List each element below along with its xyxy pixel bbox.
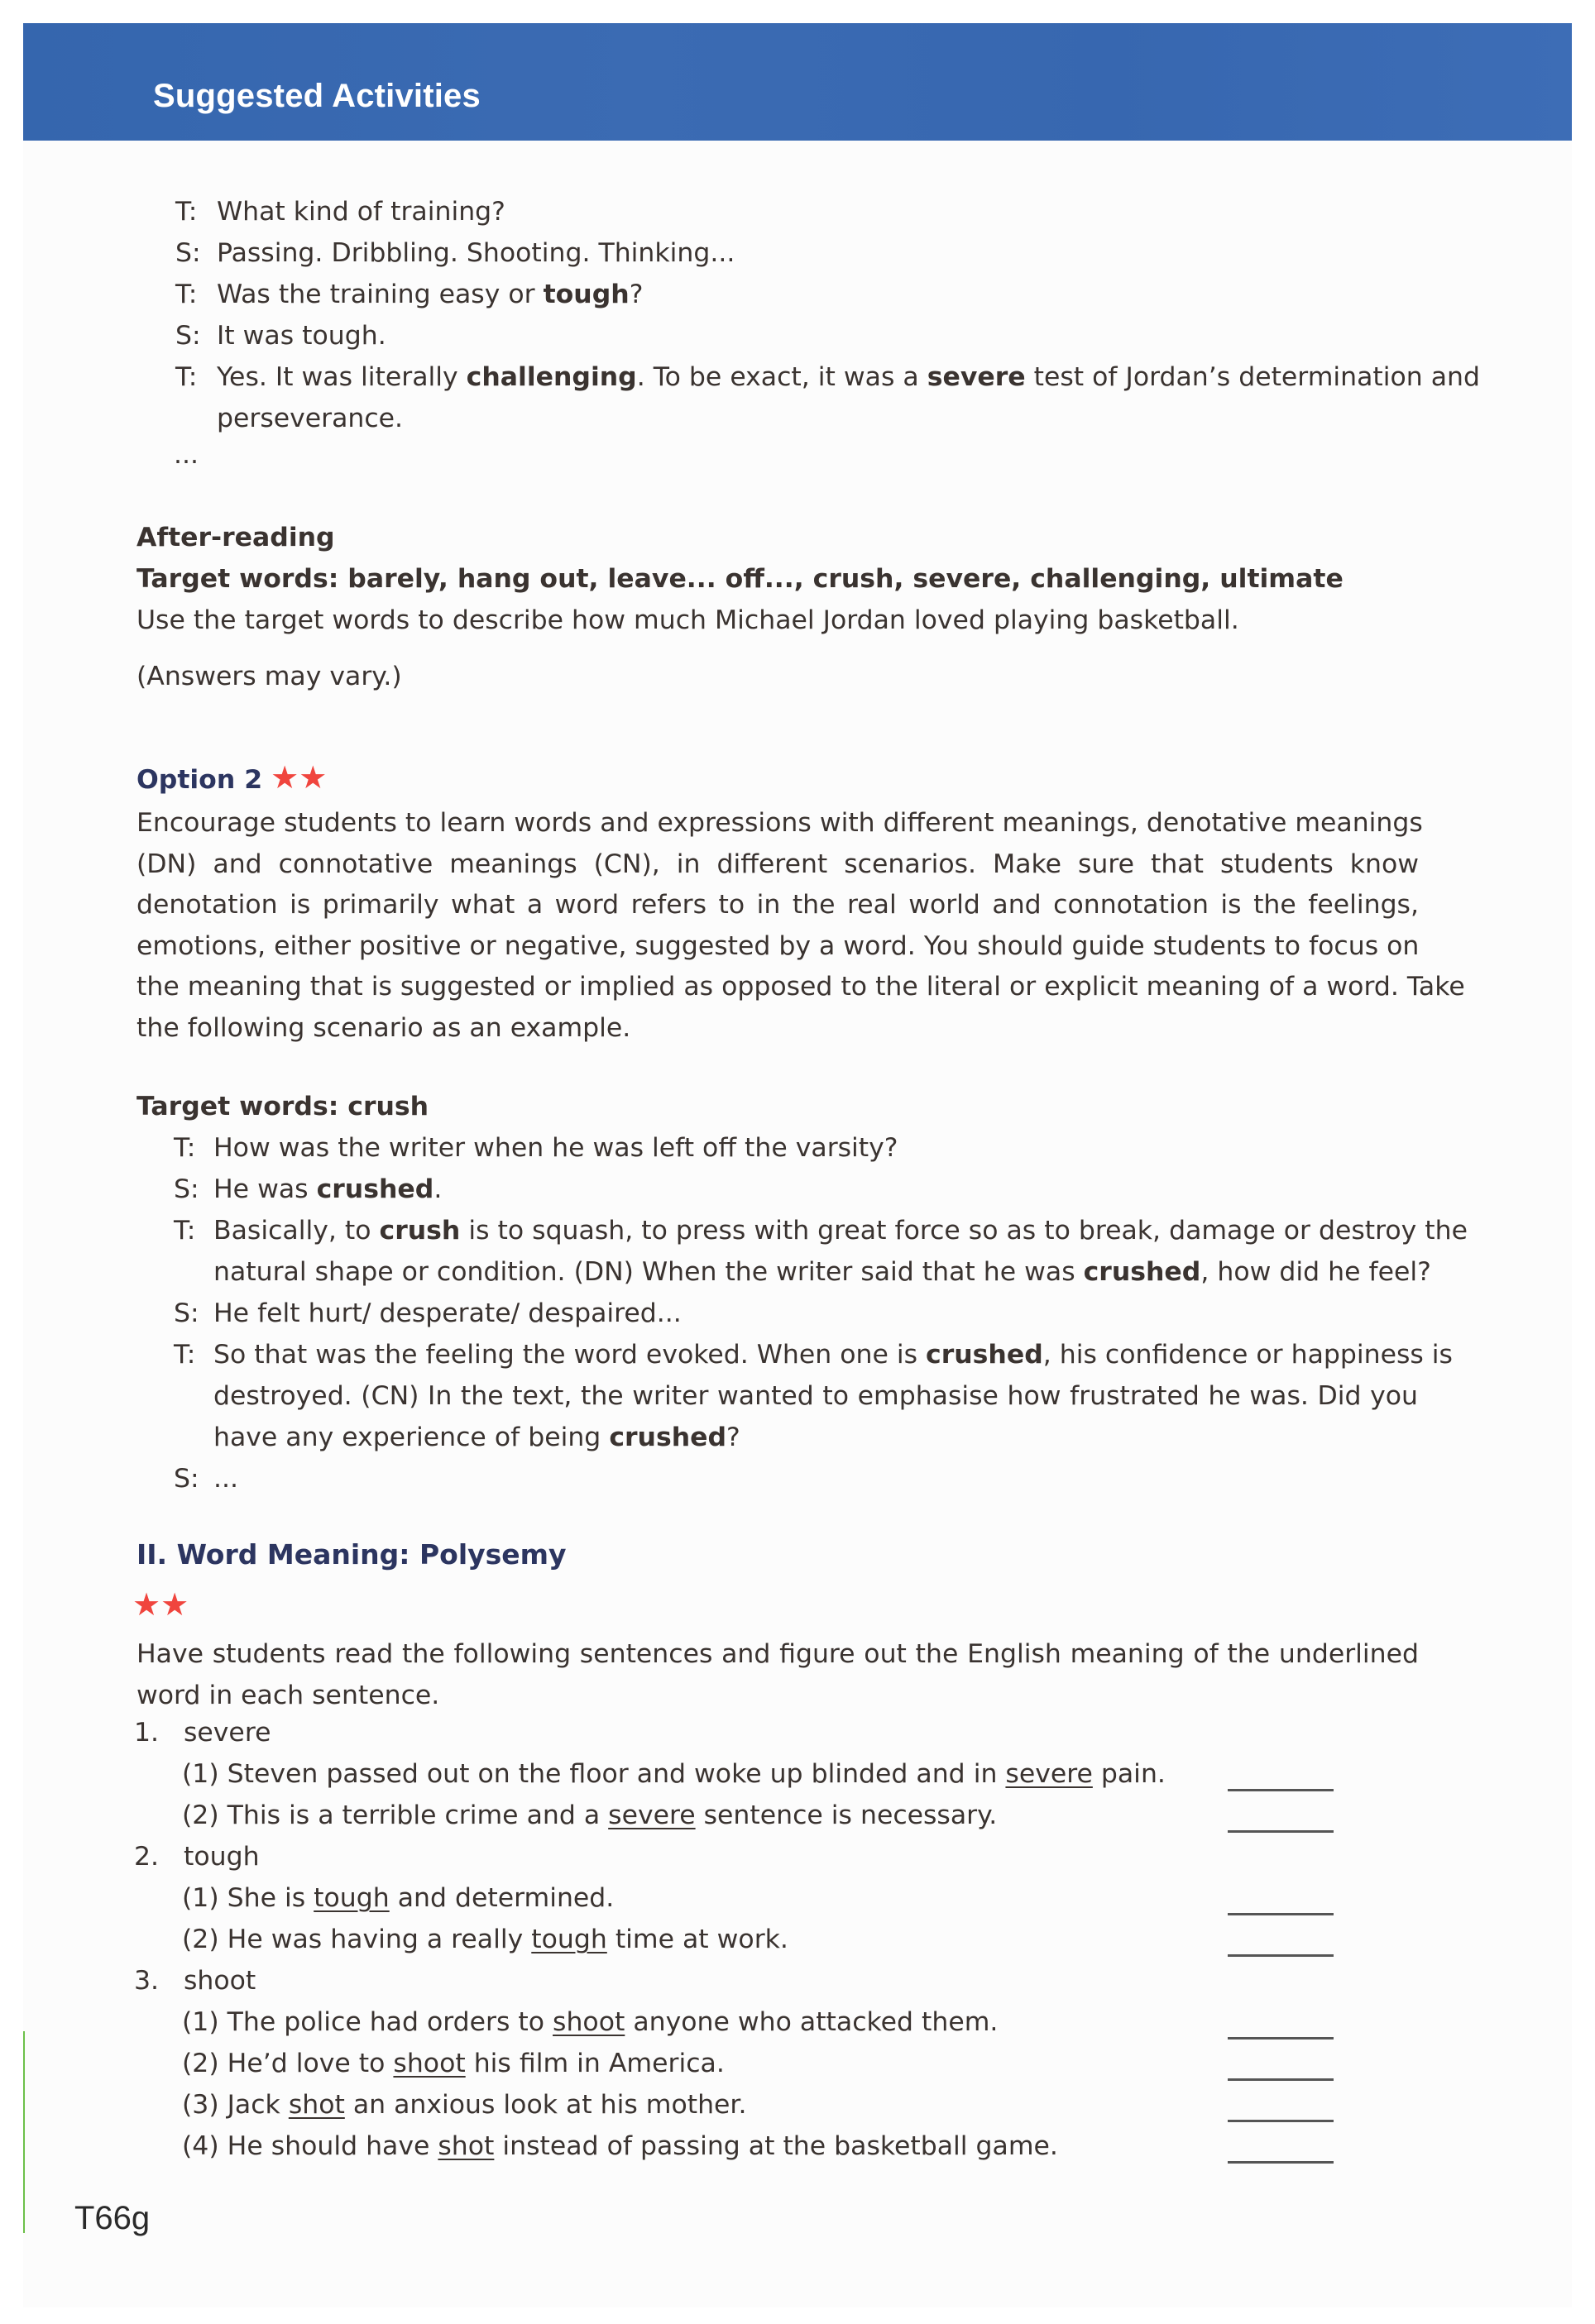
dialogue-text: have any experience of being (213, 1423, 610, 1452)
bold-term: crushed (1083, 1257, 1201, 1287)
speaker-label: T: (174, 1133, 196, 1163)
speaker-label: T: (174, 1340, 196, 1370)
after-reading-target-words: Target words: barely, hang out, leave... off..., crush, severe, challenging, ultimate (137, 564, 1344, 594)
bold-term: crushed (316, 1174, 434, 1204)
margin-line (23, 2031, 25, 2233)
dialogue-text: He was (213, 1174, 317, 1204)
sentence-text: pain. (1092, 1759, 1166, 1789)
dialogue-line (213, 1255, 1431, 1289)
instruction-line: word in each sentence. (137, 1681, 440, 1710)
target-word: shoot (184, 1966, 256, 1996)
bold-term: crushed (609, 1423, 727, 1452)
paragraph-line: denotation is primarily what a word refers to in the real world and connotation is the feelings, (137, 890, 1419, 921)
bold-term: challenging (466, 362, 637, 392)
answer-blank[interactable] (1228, 2037, 1334, 2039)
dialogue-text: ? (726, 1423, 740, 1452)
paragraph-line: Encourage students to learn words and expressions with different meanings, denotative meanings (137, 808, 1423, 838)
example-sentence (182, 1799, 997, 1832)
bold-term: crush (379, 1216, 461, 1246)
option2-heading: Option 2 (137, 765, 263, 795)
dialogue-line (217, 237, 735, 270)
speaker-label: S: (174, 1298, 199, 1328)
paragraph-line: the following scenario as an example. (137, 1013, 631, 1043)
dialogue-line (217, 195, 505, 228)
item-number: 3. (134, 1966, 160, 1996)
crush-target-words: Target words: crush (137, 1092, 429, 1121)
underlined-word: severe (1005, 1759, 1093, 1789)
speaker-label: T: (175, 280, 198, 309)
answer-blank[interactable] (1228, 1954, 1334, 1957)
answer-blank[interactable] (1228, 2161, 1334, 2164)
sentence-text: (1) The police had orders to (182, 2007, 553, 2037)
underlined-word: tough (531, 1925, 607, 1954)
dialogue-text: test of Jordan’s determination and (1025, 362, 1481, 392)
dialogue-text: Passing. Dribbling. Shooting. Thinking... (217, 238, 735, 268)
answer-blank[interactable] (1228, 2120, 1334, 2122)
speaker-label: S: (175, 321, 201, 351)
sentence-text: (1) Steven passed out on the floor and woke up blinded and in (182, 1759, 1006, 1789)
answer-blank[interactable] (1228, 2078, 1334, 2081)
dialogue-text: ... (213, 1464, 239, 1494)
dialogue-line (213, 1338, 1453, 1371)
speaker-label: S: (175, 238, 201, 268)
example-sentence (182, 1923, 788, 1956)
example-sentence (182, 1882, 614, 1915)
dialogue-line (213, 1380, 1418, 1413)
speaker-label: T: (175, 362, 198, 392)
dialogue-line (217, 402, 403, 435)
section-title: Suggested Activities (153, 78, 481, 114)
dialogue-line (217, 319, 386, 352)
after-reading-heading: After-reading (137, 523, 335, 552)
answer-blank[interactable] (1228, 1913, 1334, 1915)
speaker-label: T: (175, 197, 198, 227)
sentence-text: (2) This is a terrible crime and a (182, 1800, 609, 1830)
dialogue-text: Basically, to (213, 1216, 380, 1246)
dialogue-line (213, 1173, 442, 1206)
page-number: T66g (74, 2200, 151, 2236)
dialogue-text: . To be exact, it was a (636, 362, 927, 392)
dialogue-line (213, 1421, 740, 1454)
dialogue-text: He felt hurt/ desperate/ despaired... (213, 1298, 682, 1328)
difficulty-stars-icon: ★★ (271, 759, 328, 796)
dialogue-text: , his confidence or happiness is (1042, 1340, 1453, 1370)
example-sentence (182, 2006, 998, 2039)
dialogue-line (213, 1214, 1468, 1247)
paragraph-line: (DN) and connotative meanings (CN), in different scenarios. Make sure that students know (137, 849, 1419, 879)
underlined-word: shoot (393, 2049, 466, 2078)
polysemy-difficulty-stars-icon: ★★ (132, 1586, 189, 1623)
dialogue-line (213, 1131, 898, 1164)
target-word: severe (184, 1718, 271, 1748)
dialogue-line (213, 1462, 238, 1495)
underlined-word: tough (314, 1883, 390, 1913)
sentence-text: (2) He was having a really (182, 1925, 532, 1954)
sentence-text: instead of passing at the basketball game. (494, 2131, 1058, 2161)
sentence-text: time at work. (606, 1925, 788, 1954)
dialogue-text: natural shape or condition. (DN) When the writer said that he was (213, 1257, 1084, 1287)
bold-term: tough (543, 280, 630, 309)
dialogue-text: It was tough. (217, 321, 386, 351)
dialogue-text: So that was the feeling the word evoked. When one is (213, 1340, 927, 1370)
after-reading-instruction: Use the target words to describe how much Michael Jordan loved playing basketball. (137, 605, 1239, 635)
example-sentence (182, 2130, 1058, 2163)
sentence-text: sentence is necessary. (695, 1800, 998, 1830)
dialogue-text: Was the training easy or (217, 280, 544, 309)
answer-blank[interactable] (1228, 1789, 1334, 1791)
underlined-word: shoot (553, 2007, 625, 2037)
dialogue-ellipsis: ... (174, 440, 199, 470)
underlined-word: severe (608, 1800, 696, 1830)
item-number: 2. (134, 1842, 160, 1872)
dialogue-text: Yes. It was literally (217, 362, 467, 392)
dialogue-text: , how did he feel? (1200, 1257, 1431, 1287)
sentence-text: (3) Jack (182, 2090, 289, 2120)
sentence-text: (1) She is (182, 1883, 314, 1913)
sentence-text: (2) He’d love to (182, 2049, 394, 2078)
example-sentence (182, 1757, 1166, 1791)
target-word: tough (184, 1842, 260, 1872)
dialogue-text: ? (629, 280, 644, 309)
speaker-label: S: (174, 1174, 199, 1204)
instruction-line: Have students read the following sentences and figure out the English meaning of the underlined (137, 1639, 1419, 1669)
sentence-text: his film in America. (465, 2049, 725, 2078)
underlined-word: shot (288, 2090, 345, 2120)
example-sentence (182, 2047, 725, 2080)
dialogue-line (217, 278, 643, 311)
bold-term: crushed (926, 1340, 1043, 1370)
paragraph-line: the meaning that is suggested or implied as opposed to the literal or explicit meaning of a word. Take (137, 972, 1465, 1002)
example-sentence (182, 2088, 747, 2121)
item-number: 1. (134, 1718, 160, 1748)
dialogue-text: How was the writer when he was left off the varsity? (213, 1133, 898, 1163)
answers-note: (Answers may vary.) (137, 662, 402, 691)
sentence-text: and determined. (389, 1883, 615, 1913)
dialogue-text: perseverance. (217, 404, 404, 433)
dialogue-text: . (433, 1174, 443, 1204)
option2-heading-row (137, 761, 327, 796)
polysemy-heading: II. Word Meaning: Polysemy (137, 1538, 567, 1571)
speaker-label: S: (174, 1464, 199, 1494)
sentence-text: an anxious look at his mother. (344, 2090, 747, 2120)
answer-blank[interactable] (1228, 1830, 1334, 1833)
dialogue-line (213, 1297, 682, 1330)
sentence-text: anyone who attacked them. (625, 2007, 999, 2037)
sentence-text: (4) He should have (182, 2131, 438, 2161)
section-header-band (23, 23, 1572, 141)
underlined-word: shot (438, 2131, 495, 2161)
dialogue-text: What kind of training? (217, 197, 505, 227)
bold-term: severe (927, 362, 1026, 392)
paragraph-line: emotions, either positive or negative, suggested by a word. You should guide students to focus on (137, 930, 1420, 961)
dialogue-text: is to squash, to press with great force so as to break, damage or destroy the (460, 1216, 1468, 1246)
dialogue-line (217, 361, 1480, 394)
dialogue-text: destroyed. (CN) In the text, the writer wanted to emphasise how frustrated he was. Did you (213, 1381, 1418, 1411)
speaker-label: T: (174, 1216, 196, 1246)
